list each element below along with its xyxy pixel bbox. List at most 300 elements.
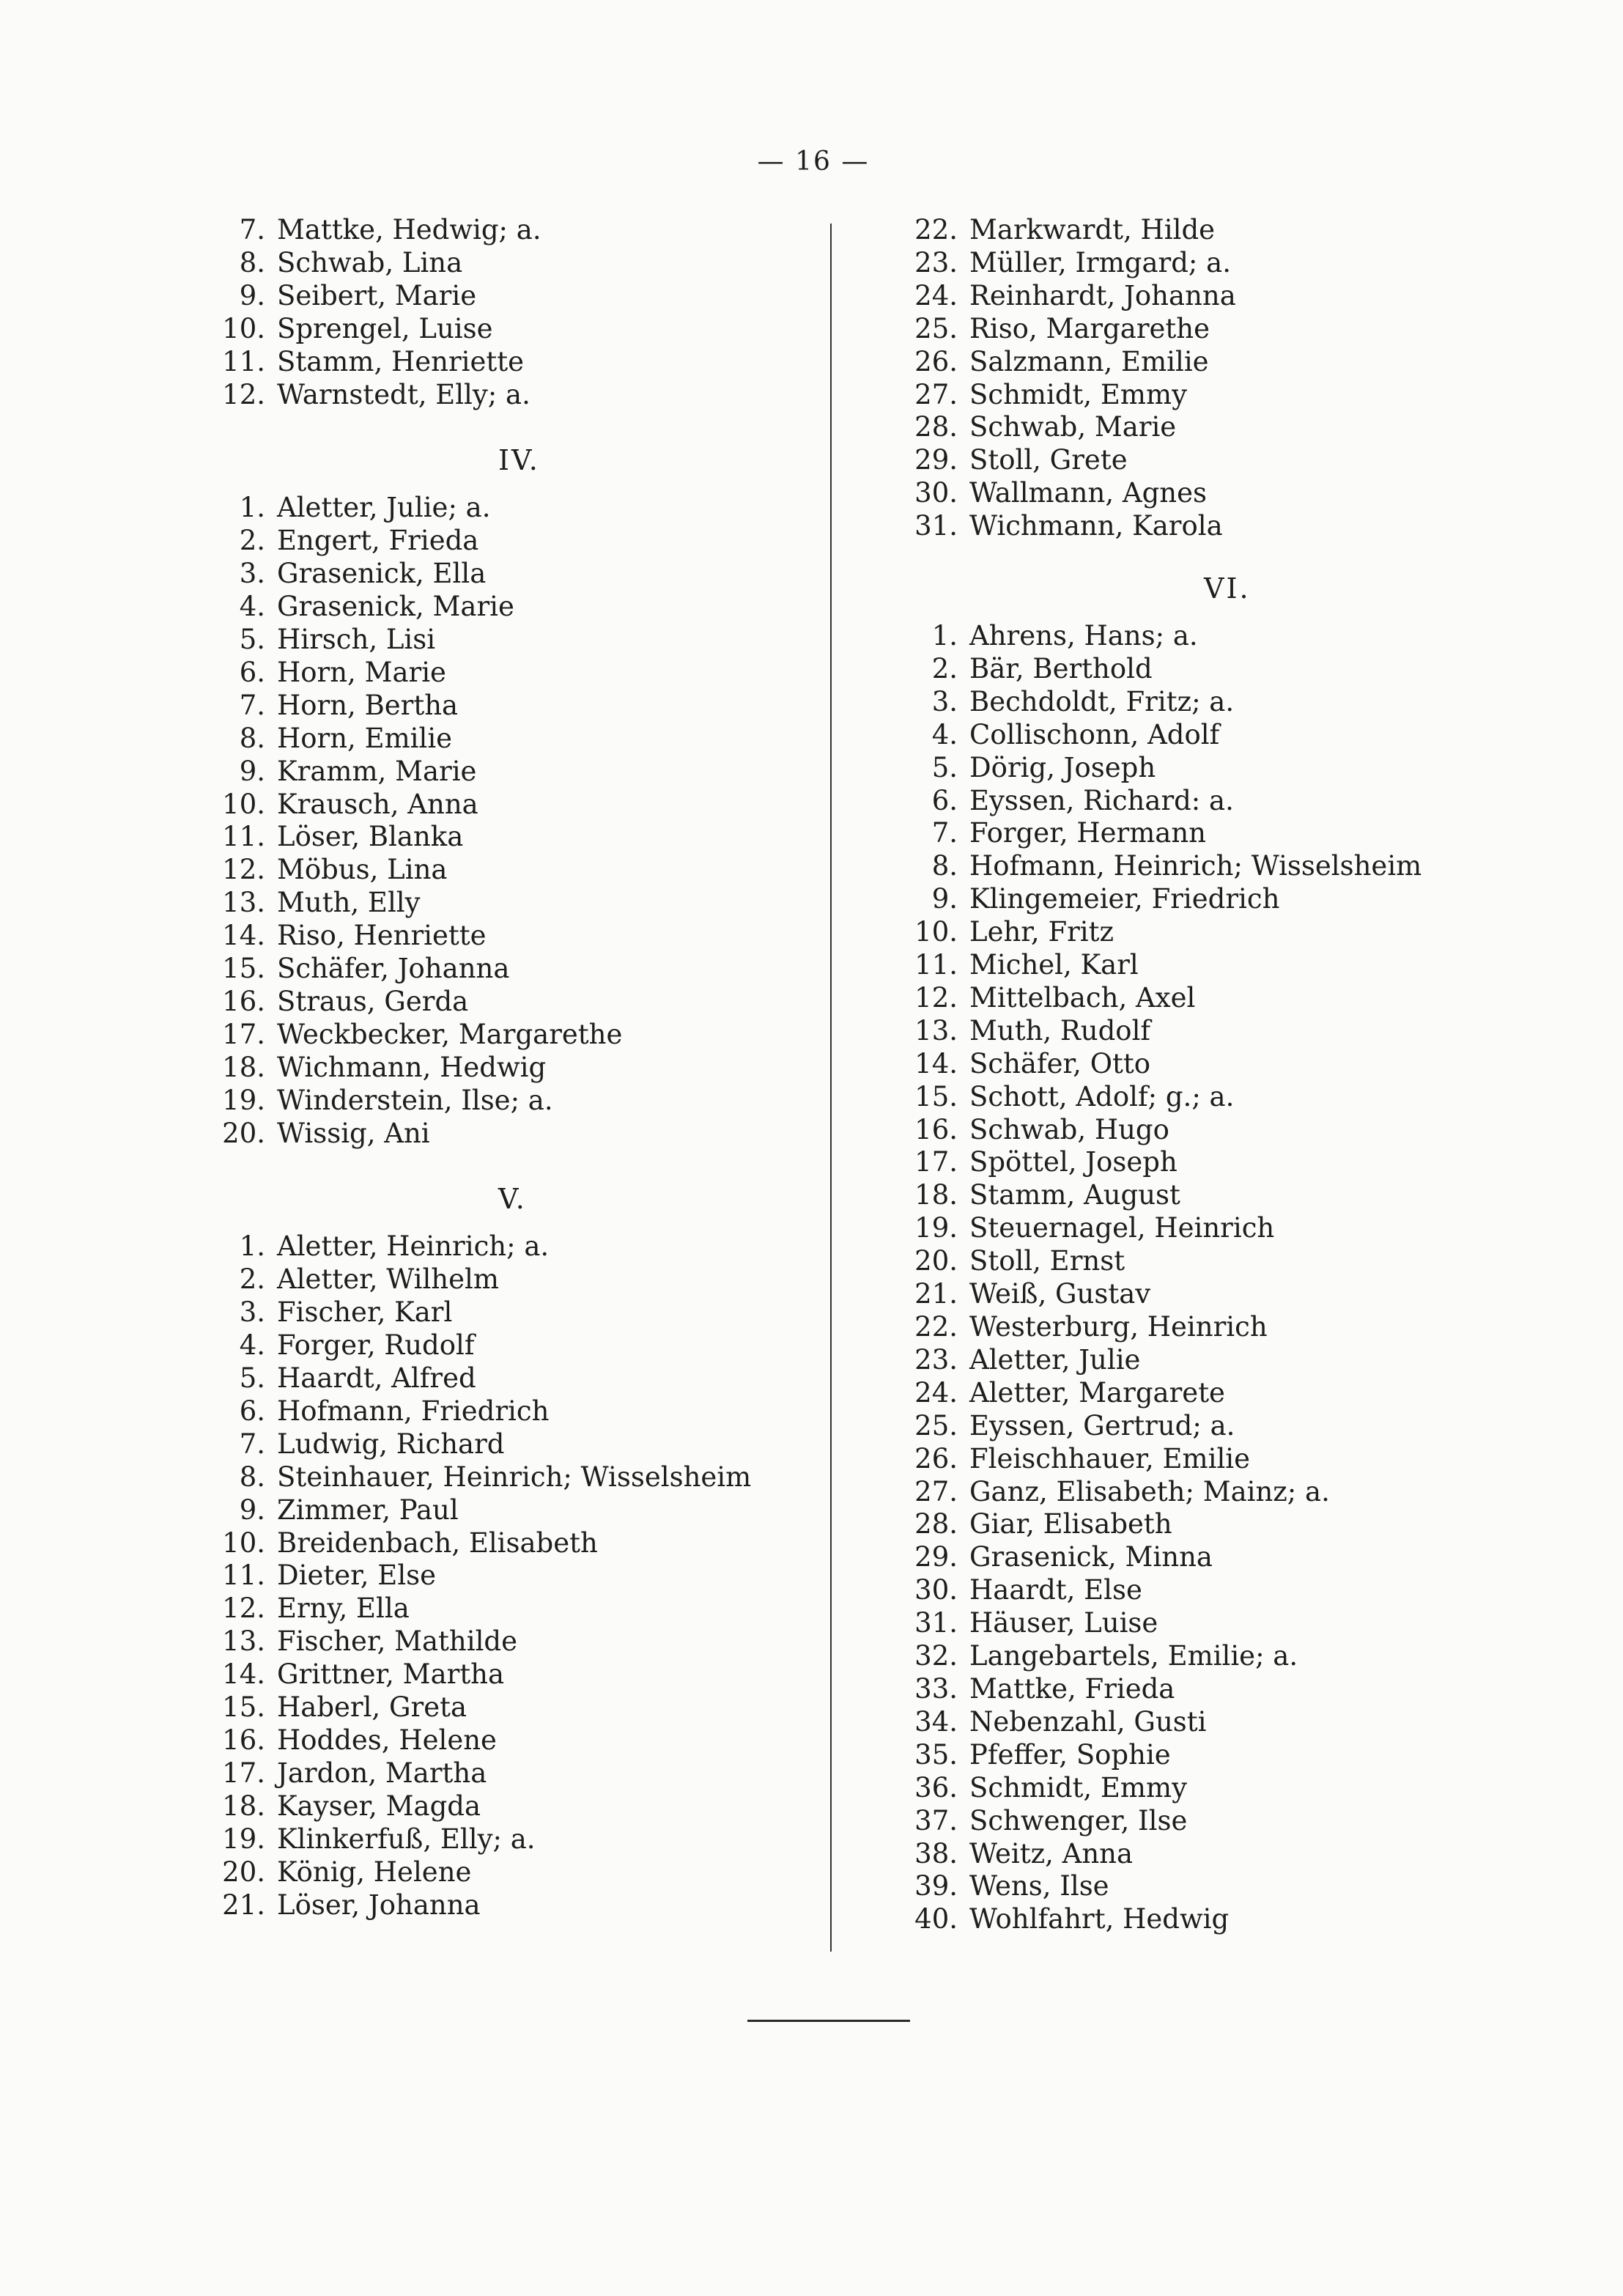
list-entry	[176, 986, 806, 1019]
entry-name: Schwab, Lina	[277, 246, 463, 278]
entry-name: Schwab, Hugo	[969, 1113, 1169, 1145]
entry-name: König, Helene	[277, 1856, 472, 1888]
entry-name: Aletter, Margarete	[969, 1376, 1225, 1409]
list-entry	[868, 1212, 1469, 1245]
list-entry	[868, 1278, 1469, 1311]
entry-number: 21.	[914, 1278, 958, 1310]
entry-name: Ganz, Elisabeth; Mainz; a.	[969, 1475, 1330, 1507]
list-entry	[868, 1772, 1469, 1805]
entry-name: Häuser, Luise	[969, 1607, 1158, 1639]
entry-number: 19.	[222, 1823, 265, 1855]
entry-name: Schmidt, Emmy	[969, 1771, 1187, 1804]
entry-number: 19.	[914, 1212, 958, 1244]
list-entry	[868, 214, 1469, 247]
entry-name: Wichmann, Karola	[969, 510, 1223, 542]
list-entry	[868, 752, 1469, 785]
entry-number: 25.	[914, 312, 958, 344]
entry-name: Ludwig, Richard	[277, 1428, 505, 1460]
list-entry	[868, 1081, 1469, 1114]
list-section-vi	[868, 620, 1469, 1936]
list-entry	[868, 510, 1469, 543]
list-entry	[176, 1461, 806, 1494]
entry-number: 15.	[914, 1080, 958, 1112]
entry-name: Straus, Gerda	[277, 985, 469, 1017]
entry-number: 7.	[239, 214, 265, 246]
entry-number: 11.	[222, 345, 265, 377]
list-entry	[868, 1114, 1469, 1147]
list-entry	[176, 280, 806, 313]
list-entry	[176, 492, 806, 525]
entry-number: 16.	[914, 1113, 958, 1145]
list-entry	[868, 1870, 1469, 1903]
entry-name: Fischer, Karl	[277, 1296, 453, 1329]
list-entry	[868, 1706, 1469, 1739]
entry-number: 2.	[931, 652, 958, 684]
list-entry	[868, 620, 1469, 653]
list-entry	[868, 379, 1469, 412]
list-entry	[176, 690, 806, 723]
entry-number: 10.	[914, 916, 958, 948]
list-entry	[868, 444, 1469, 477]
entry-name: Wichmann, Hedwig	[277, 1051, 547, 1083]
list-entry	[868, 1541, 1469, 1574]
entry-number: 13.	[222, 1625, 265, 1658]
entry-name: Schäfer, Johanna	[277, 953, 510, 985]
list-entry	[176, 1230, 806, 1263]
list-entry	[868, 313, 1469, 346]
entry-number: 17.	[222, 1018, 265, 1050]
entry-name: Klinkerfuß, Elly; a.	[277, 1823, 536, 1855]
entry-name: Aletter, Heinrich; a.	[277, 1230, 550, 1263]
entry-number: 14.	[222, 1658, 265, 1691]
list-entry	[868, 1903, 1469, 1936]
list-entry	[176, 1085, 806, 1118]
entry-name: Haardt, Alfred	[277, 1362, 476, 1394]
entry-number: 11.	[222, 1559, 265, 1592]
list-entry	[868, 1508, 1469, 1541]
entry-name: Spöttel, Joseph	[969, 1146, 1177, 1178]
list-entry	[868, 1377, 1469, 1410]
list-entry	[868, 949, 1469, 982]
entry-name: Haberl, Greta	[277, 1691, 467, 1724]
entry-number: 13.	[914, 1014, 958, 1047]
section-heading-vi: VI.	[1204, 572, 1251, 605]
list-entry	[868, 883, 1469, 916]
list-entry	[176, 558, 806, 591]
entry-name: Wohlfahrt, Hedwig	[969, 1903, 1230, 1935]
entry-name: Warnstedt, Elly; a.	[277, 378, 530, 410]
list-entry	[176, 1856, 806, 1889]
entry-number: 29.	[914, 1541, 958, 1573]
list-entry	[176, 1527, 806, 1560]
entry-name: Seibert, Marie	[277, 279, 477, 311]
entry-number: 1.	[931, 619, 958, 651]
entry-number: 9.	[239, 1494, 265, 1526]
list-entry	[176, 591, 806, 624]
entry-number: 20.	[914, 1245, 958, 1277]
entry-number: 6.	[931, 784, 958, 816]
list-entry	[176, 1362, 806, 1395]
entry-number: 1.	[239, 1230, 265, 1263]
section-heading-iv: IV.	[498, 444, 540, 477]
entry-number: 17.	[914, 1146, 958, 1178]
entry-number: 14.	[222, 920, 265, 952]
entry-number: 5.	[239, 1362, 265, 1394]
list-entry	[868, 1179, 1469, 1212]
entry-name: Markwardt, Hilde	[969, 214, 1216, 246]
list-entry	[176, 789, 806, 822]
entry-number: 8.	[239, 722, 265, 754]
list-entry	[176, 920, 806, 953]
entry-name: Hoddes, Helene	[277, 1724, 497, 1756]
list-entry	[176, 1757, 806, 1790]
entry-name: Horn, Emilie	[277, 722, 453, 754]
entry-number: 28.	[914, 1508, 958, 1540]
list-entry	[868, 1673, 1469, 1706]
entry-number: 4.	[931, 718, 958, 750]
list-entry	[176, 756, 806, 789]
list-entry	[176, 525, 806, 558]
entry-number: 15.	[222, 1691, 265, 1724]
entry-name: Wens, Ilse	[969, 1870, 1109, 1902]
entry-name: Löser, Blanka	[277, 821, 464, 853]
entry-name: Forger, Hermann	[969, 817, 1206, 849]
list-entry	[868, 1311, 1469, 1344]
entry-name: Muth, Rudolf	[969, 1014, 1151, 1047]
entry-number: 7.	[931, 817, 958, 849]
list-entry	[868, 1048, 1469, 1081]
entry-number: 18.	[222, 1790, 265, 1822]
column-divider	[830, 224, 832, 1952]
list-entry	[868, 1146, 1469, 1179]
list-entry	[868, 1410, 1469, 1443]
entry-name: Giar, Elisabeth	[969, 1508, 1172, 1540]
entry-number: 36.	[914, 1771, 958, 1804]
list-entry	[868, 1245, 1469, 1278]
entry-number: 11.	[222, 821, 265, 853]
bottom-rule	[747, 2020, 910, 2022]
entry-number: 16.	[222, 1724, 265, 1756]
list-entry	[868, 247, 1469, 280]
entry-name: Horn, Marie	[277, 656, 446, 688]
entry-name: Riso, Henriette	[277, 920, 487, 952]
entry-name: Reinhardt, Johanna	[969, 279, 1236, 311]
list-entry	[176, 1019, 806, 1052]
entry-name: Grittner, Martha	[277, 1658, 505, 1691]
entry-name: Weiß, Gustav	[969, 1278, 1151, 1310]
list-entry	[176, 854, 806, 887]
entry-number: 8.	[931, 850, 958, 882]
entry-number: 35.	[914, 1738, 958, 1771]
entry-number: 9.	[239, 279, 265, 311]
list-left-continued	[176, 214, 806, 411]
list-entry	[176, 346, 806, 379]
entry-name: Michel, Karl	[969, 949, 1139, 981]
entry-number: 2.	[239, 1263, 265, 1296]
list-entry	[868, 719, 1469, 752]
entry-number: 22.	[914, 214, 958, 246]
entry-name: Erny, Ella	[277, 1592, 410, 1625]
entry-number: 30.	[914, 1574, 958, 1606]
entry-number: 40.	[914, 1903, 958, 1935]
entry-number: 32.	[914, 1640, 958, 1672]
list-entry	[868, 1476, 1469, 1509]
list-entry	[868, 1805, 1469, 1838]
list-entry	[176, 1296, 806, 1329]
entry-number: 24.	[914, 1376, 958, 1409]
entry-number: 12.	[222, 854, 265, 886]
entry-number: 14.	[914, 1047, 958, 1079]
entry-name: Jardon, Martha	[277, 1757, 487, 1789]
entry-number: 26.	[914, 1442, 958, 1474]
entry-number: 27.	[914, 378, 958, 410]
entry-name: Grasenick, Minna	[969, 1541, 1213, 1573]
entry-name: Riso, Margarethe	[969, 312, 1210, 344]
entry-number: 31.	[914, 1607, 958, 1639]
entry-number: 3.	[239, 1296, 265, 1329]
list-entry	[868, 982, 1469, 1015]
entry-name: Grasenick, Ella	[277, 558, 487, 590]
entry-name: Schmidt, Emmy	[969, 378, 1187, 410]
entry-name: Schäfer, Otto	[969, 1047, 1151, 1079]
entry-number: 6.	[239, 1395, 265, 1427]
entry-number: 20.	[222, 1117, 265, 1149]
entry-name: Steuernagel, Heinrich	[969, 1212, 1275, 1244]
list-entry	[176, 624, 806, 657]
list-entry	[868, 916, 1469, 949]
entry-name: Weckbecker, Margarethe	[277, 1018, 623, 1050]
entry-number: 3.	[239, 558, 265, 590]
entry-number: 34.	[914, 1705, 958, 1738]
entry-name: Pfeffer, Sophie	[969, 1738, 1171, 1771]
entry-number: 10.	[222, 312, 265, 344]
entry-name: Fleischhauer, Emilie	[969, 1442, 1251, 1474]
entry-number: 10.	[222, 788, 265, 820]
entry-name: Forger, Rudolf	[277, 1329, 475, 1362]
list-entry	[868, 817, 1469, 850]
entry-number: 30.	[914, 477, 958, 509]
entry-number: 26.	[914, 345, 958, 377]
list-entry	[868, 1640, 1469, 1673]
list-entry	[176, 1428, 806, 1461]
entry-name: Grasenick, Marie	[277, 591, 514, 623]
entry-name: Salzmann, Emilie	[969, 345, 1209, 377]
list-entry	[176, 887, 806, 920]
entry-name: Langebartels, Emilie; a.	[969, 1640, 1298, 1672]
entry-number: 1.	[239, 492, 265, 524]
list-entry	[868, 850, 1469, 883]
list-entry	[176, 1592, 806, 1625]
entry-name: Dörig, Joseph	[969, 751, 1156, 783]
entry-name: Aletter, Wilhelm	[277, 1263, 499, 1296]
entry-number: 21.	[222, 1889, 265, 1921]
list-entry	[176, 1118, 806, 1151]
entry-number: 27.	[914, 1475, 958, 1507]
entry-number: 33.	[914, 1672, 958, 1705]
entry-number: 13.	[222, 887, 265, 919]
entry-number: 22.	[914, 1311, 958, 1343]
entry-number: 10.	[222, 1527, 265, 1559]
list-section-v	[176, 1230, 806, 1922]
entry-name: Stamm, Henriette	[277, 345, 525, 377]
entry-number: 31.	[914, 510, 958, 542]
entry-number: 20.	[222, 1856, 265, 1888]
entry-name: Mattke, Hedwig; a.	[277, 214, 541, 246]
entry-name: Schott, Adolf; g.; a.	[969, 1080, 1235, 1112]
entry-number: 3.	[931, 685, 958, 717]
list-entry	[868, 653, 1469, 686]
list-entry	[176, 1691, 806, 1724]
entry-number: 37.	[914, 1804, 958, 1837]
list-entry	[868, 1838, 1469, 1871]
entry-name: Löser, Johanna	[277, 1889, 481, 1921]
list-entry	[176, 821, 806, 854]
entry-name: Mattke, Frieda	[969, 1672, 1175, 1705]
entry-number: 4.	[239, 1329, 265, 1362]
list-entry	[868, 785, 1469, 818]
entry-number: 4.	[239, 591, 265, 623]
list-entry	[176, 247, 806, 280]
left-column	[176, 214, 806, 1922]
list-entry	[868, 280, 1469, 313]
entry-name: Kayser, Magda	[277, 1790, 481, 1822]
entry-number: 8.	[239, 1461, 265, 1493]
entry-name: Bär, Berthold	[969, 652, 1153, 684]
entry-number: 9.	[931, 883, 958, 915]
list-entry	[868, 686, 1469, 719]
list-entry	[176, 1625, 806, 1658]
list-entry	[176, 1889, 806, 1922]
entry-number: 11.	[914, 949, 958, 981]
list-entry	[176, 1790, 806, 1823]
entry-number: 6.	[239, 656, 265, 688]
entry-number: 25.	[914, 1409, 958, 1442]
entry-number: 18.	[222, 1051, 265, 1083]
entry-name: Möbus, Lina	[277, 854, 448, 886]
entry-number: 38.	[914, 1837, 958, 1869]
entry-name: Kramm, Marie	[277, 755, 477, 787]
list-entry	[868, 1344, 1469, 1377]
list-entry	[176, 214, 806, 247]
entry-name: Ahrens, Hans; a.	[969, 619, 1198, 651]
entry-name: Zimmer, Paul	[277, 1494, 459, 1526]
entry-name: Müller, Irmgard; a.	[969, 246, 1231, 278]
list-entry	[868, 1739, 1469, 1772]
list-entry	[176, 1395, 806, 1428]
list-section-iv	[176, 492, 806, 1150]
list-entry	[868, 1443, 1469, 1476]
right-column	[868, 214, 1469, 1936]
list-entry	[176, 1263, 806, 1296]
entry-name: Dieter, Else	[277, 1559, 437, 1592]
list-entry	[176, 1658, 806, 1691]
entry-number: 23.	[914, 246, 958, 278]
entry-number: 24.	[914, 279, 958, 311]
entry-name: Stoll, Ernst	[969, 1245, 1125, 1277]
entry-name: Aletter, Julie	[969, 1343, 1141, 1376]
entry-name: Weitz, Anna	[969, 1837, 1134, 1869]
entry-name: Klingemeier, Friedrich	[969, 883, 1280, 915]
entry-number: 18.	[914, 1179, 958, 1211]
entry-name: Hofmann, Friedrich	[277, 1395, 550, 1427]
list-entry	[868, 411, 1469, 444]
entry-name: Stamm, August	[969, 1179, 1180, 1211]
entry-number: 8.	[239, 246, 265, 278]
entry-number: 19.	[222, 1084, 265, 1116]
entry-name: Steinhauer, Heinrich; Wisselsheim	[277, 1461, 752, 1493]
list-entry	[176, 657, 806, 690]
entry-name: Winderstein, Ilse; a.	[277, 1084, 553, 1116]
entry-name: Collischonn, Adolf	[969, 718, 1220, 750]
entry-name: Muth, Elly	[277, 887, 421, 919]
entry-name: Wallmann, Agnes	[969, 477, 1207, 509]
list-right-continued	[868, 214, 1469, 543]
entry-name: Hofmann, Heinrich; Wisselsheim	[969, 850, 1422, 882]
entry-name: Schwab, Marie	[969, 411, 1177, 443]
list-entry	[176, 1494, 806, 1527]
list-entry	[176, 1724, 806, 1757]
list-entry	[868, 1015, 1469, 1048]
list-entry	[176, 313, 806, 346]
list-entry	[868, 1574, 1469, 1607]
entry-number: 15.	[222, 953, 265, 985]
page-number: — 16 —	[757, 147, 870, 177]
entry-number: 7.	[239, 689, 265, 721]
entry-number: 12.	[222, 378, 265, 410]
entry-name: Nebenzahl, Gusti	[969, 1705, 1207, 1738]
entry-number: 5.	[239, 623, 265, 655]
entry-name: Krausch, Anna	[277, 788, 478, 820]
list-entry	[176, 723, 806, 756]
section-heading-v: V.	[498, 1183, 527, 1216]
list-entry	[868, 346, 1469, 379]
list-entry	[176, 1329, 806, 1362]
entry-number: 29.	[914, 444, 958, 476]
entry-number: 17.	[222, 1757, 265, 1789]
entry-name: Wissig, Ani	[277, 1117, 430, 1149]
entry-number: 12.	[914, 981, 958, 1014]
entry-name: Bechdoldt, Fritz; a.	[969, 685, 1235, 717]
entry-name: Sprengel, Luise	[277, 312, 493, 344]
entry-number: 39.	[914, 1870, 958, 1902]
list-entry	[176, 1559, 806, 1592]
list-entry	[868, 477, 1469, 510]
list-entry	[176, 1823, 806, 1856]
entry-name: Schwenger, Ilse	[969, 1804, 1188, 1837]
list-entry	[868, 1607, 1469, 1640]
entry-name: Haardt, Else	[969, 1574, 1142, 1606]
list-entry	[176, 1052, 806, 1085]
entry-number: 16.	[222, 985, 265, 1017]
entry-name: Westerburg, Heinrich	[969, 1311, 1268, 1343]
entry-name: Horn, Bertha	[277, 689, 459, 721]
entry-name: Mittelbach, Axel	[969, 981, 1196, 1014]
list-entry	[176, 953, 806, 986]
entry-name: Engert, Frieda	[277, 525, 479, 557]
list-entry	[176, 379, 806, 412]
entry-number: 5.	[931, 751, 958, 783]
entry-number: 28.	[914, 411, 958, 443]
entry-number: 12.	[222, 1592, 265, 1625]
entry-name: Stoll, Grete	[969, 444, 1128, 476]
entry-name: Lehr, Fritz	[969, 916, 1114, 948]
entry-name: Hirsch, Lisi	[277, 623, 436, 655]
entry-name: Fischer, Mathilde	[277, 1625, 517, 1658]
entry-number: 9.	[239, 755, 265, 787]
entry-number: 7.	[239, 1428, 265, 1460]
entry-number: 2.	[239, 525, 265, 557]
entry-name: Breidenbach, Elisabeth	[277, 1527, 598, 1559]
